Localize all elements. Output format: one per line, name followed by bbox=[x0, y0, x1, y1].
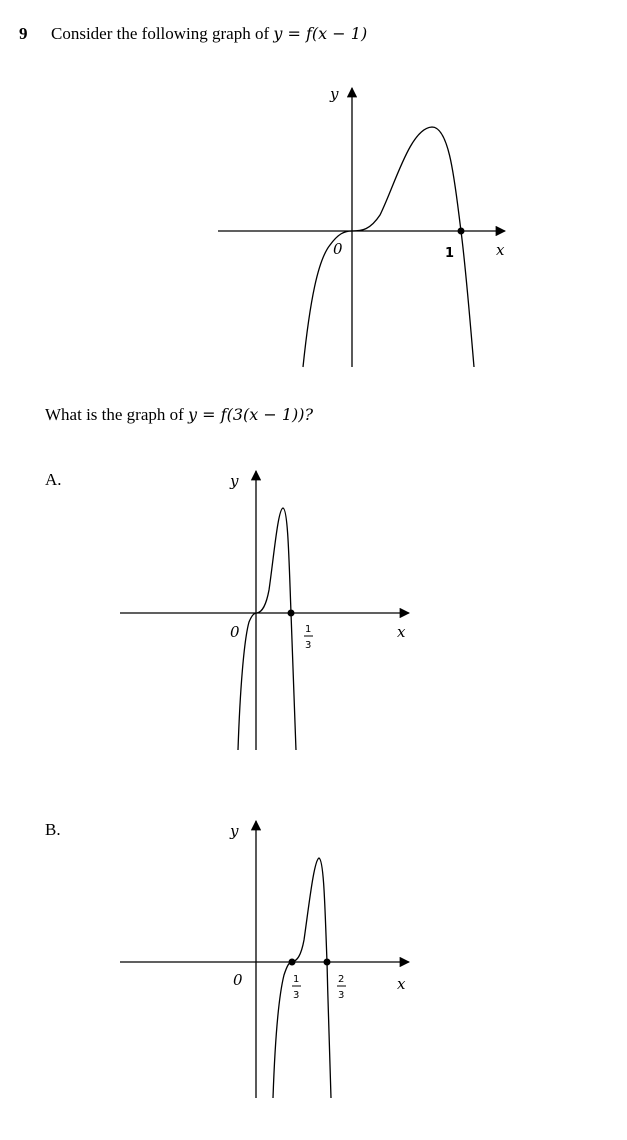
a-y-label: y bbox=[230, 472, 239, 490]
prompt-text: Consider the following graph of bbox=[51, 24, 270, 43]
b-curve bbox=[273, 858, 331, 1098]
a-root-point bbox=[288, 610, 295, 617]
b-origin-label: 0 bbox=[233, 971, 243, 989]
b-y-label: y bbox=[230, 822, 239, 840]
option-a-label: A. bbox=[45, 470, 62, 489]
sub-prompt-function: y = f(3(x − 1))? bbox=[188, 405, 314, 424]
a-root-num: 1 bbox=[305, 624, 312, 635]
b-root2-num: 2 bbox=[338, 974, 345, 985]
b-root1-num: 1 bbox=[293, 974, 300, 985]
a-origin-label: 0 bbox=[230, 623, 240, 641]
a-curve bbox=[238, 508, 296, 750]
main-graph bbox=[218, 85, 505, 367]
sub-prompt-text: What is the graph of bbox=[45, 405, 184, 424]
a-root-den: 3 bbox=[305, 640, 312, 651]
b-root1-point bbox=[289, 959, 296, 966]
a-x-label: x bbox=[397, 623, 406, 641]
main-root-point bbox=[458, 228, 465, 235]
main-root-label: 1 bbox=[445, 246, 455, 261]
main-origin-label: 0 bbox=[333, 240, 343, 258]
b-root2-point bbox=[324, 959, 331, 966]
b-x-label: x bbox=[397, 975, 406, 993]
option-b-graph bbox=[120, 821, 409, 1098]
option-a-graph bbox=[120, 471, 409, 750]
b-root1-den: 3 bbox=[293, 990, 300, 1001]
question-number: 9 bbox=[19, 24, 28, 43]
b-root2-den: 3 bbox=[338, 990, 345, 1001]
main-x-label: x bbox=[496, 241, 505, 259]
main-y-label: y bbox=[330, 85, 339, 103]
prompt-function: y = f(x − 1) bbox=[273, 24, 368, 43]
option-b-label: B. bbox=[45, 820, 61, 839]
